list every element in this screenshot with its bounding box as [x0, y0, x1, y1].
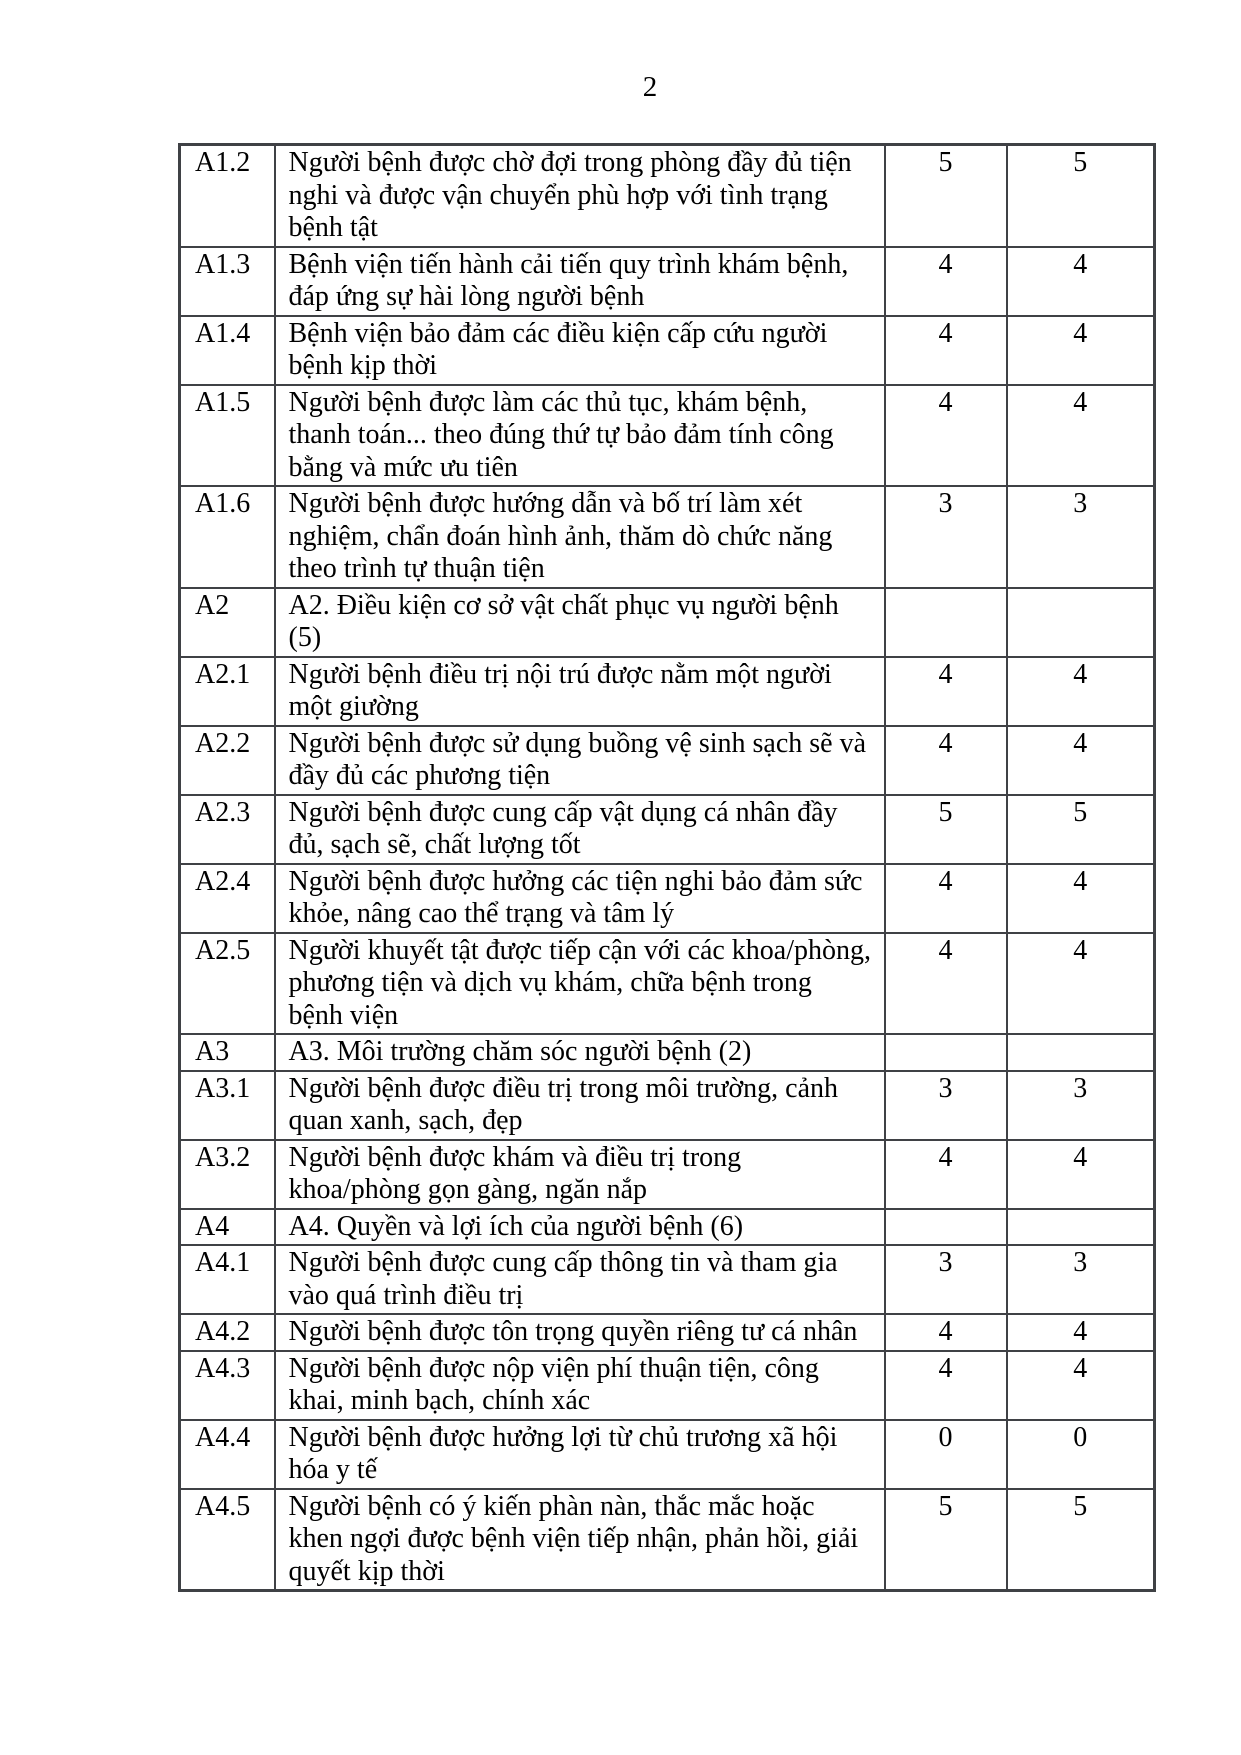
- table-row: [180, 1245, 1155, 1314]
- criterion-code-cell: A2.4: [180, 864, 275, 933]
- score-cell-1: 5: [885, 795, 1007, 864]
- criterion-code-cell: A1.3: [180, 247, 275, 316]
- criterion-code-cell: A4.3: [180, 1351, 275, 1420]
- table-row: [180, 864, 1155, 933]
- criterion-text-cell: Bệnh viện tiến hành cải tiến quy trình khám bệnh, đáp ứng sự hài lòng người bệnh: [275, 247, 885, 316]
- score-cell-2: 3: [1007, 1245, 1155, 1314]
- criterion-text-cell: Người bệnh được làm các thủ tục, khám bệnh, thanh toán... theo đúng thứ tự bảo đảm tính công bằng và mức ưu tiên: [275, 385, 885, 487]
- criterion-text-cell: Người bệnh được chờ đợi trong phòng đầy đủ tiện nghi và được vận chuyển phù hợp với tình trạng bệnh tật: [275, 145, 885, 247]
- score-cell-2: 5: [1007, 795, 1155, 864]
- criterion-text-cell: Người khuyết tật được tiếp cận với các khoa/phòng, phương tiện và dịch vụ khám, chữa bệnh trong bệnh viện: [275, 933, 885, 1035]
- score-cell-1: [885, 1034, 1007, 1071]
- score-cell-1: 0: [885, 1420, 1007, 1489]
- table-row: [180, 1351, 1155, 1420]
- criterion-text-cell: Người bệnh được khám và điều trị trong khoa/phòng gọn gàng, ngăn nắp: [275, 1140, 885, 1209]
- criterion-code-cell: A2.2: [180, 726, 275, 795]
- criteria-table: [178, 143, 1156, 1592]
- table-row: [180, 588, 1155, 657]
- table-row: [180, 726, 1155, 795]
- score-cell-1: 4: [885, 726, 1007, 795]
- table-row: [180, 486, 1155, 588]
- score-cell-1: 4: [885, 864, 1007, 933]
- score-cell-2: 5: [1007, 145, 1155, 247]
- score-cell-1: 4: [885, 1314, 1007, 1351]
- criterion-text-cell: A4. Quyền và lợi ích của người bệnh (6): [275, 1209, 885, 1246]
- score-cell-2: 4: [1007, 1314, 1155, 1351]
- criterion-text-cell: Người bệnh được hưởng lợi từ chủ trương xã hội hóa y tế: [275, 1420, 885, 1489]
- score-cell-1: 3: [885, 486, 1007, 588]
- criterion-text-cell: A2. Điều kiện cơ sở vật chất phục vụ người bệnh (5): [275, 588, 885, 657]
- table-row: [180, 145, 1155, 247]
- criterion-code-cell: A1.5: [180, 385, 275, 487]
- score-cell-1: 5: [885, 1489, 1007, 1591]
- criteria-table-body: [180, 145, 1155, 1591]
- criterion-text-cell: Người bệnh được điều trị trong môi trường, cảnh quan xanh, sạch, đẹp: [275, 1071, 885, 1140]
- score-cell-1: 5: [885, 145, 1007, 247]
- score-cell-1: 4: [885, 385, 1007, 487]
- table-row: [180, 1034, 1155, 1071]
- score-cell-1: [885, 588, 1007, 657]
- score-cell-1: 3: [885, 1071, 1007, 1140]
- score-cell-2: 3: [1007, 486, 1155, 588]
- table-row: [180, 247, 1155, 316]
- criterion-text-cell: Người bệnh được cung cấp vật dụng cá nhân đầy đủ, sạch sẽ, chất lượng tốt: [275, 795, 885, 864]
- score-cell-2: 5: [1007, 1489, 1155, 1591]
- criterion-code-cell: A4.5: [180, 1489, 275, 1591]
- criterion-text-cell: Bệnh viện bảo đảm các điều kiện cấp cứu người bệnh kịp thời: [275, 316, 885, 385]
- table-row: [180, 316, 1155, 385]
- criterion-code-cell: A3.2: [180, 1140, 275, 1209]
- criterion-text-cell: Người bệnh được tôn trọng quyền riêng tư cá nhân: [275, 1314, 885, 1351]
- score-cell-2: 4: [1007, 247, 1155, 316]
- criterion-code-cell: A2.1: [180, 657, 275, 726]
- score-cell-1: 4: [885, 1140, 1007, 1209]
- score-cell-1: 4: [885, 1351, 1007, 1420]
- score-cell-2: [1007, 588, 1155, 657]
- score-cell-2: 4: [1007, 864, 1155, 933]
- table-row: [180, 1489, 1155, 1591]
- score-cell-2: 0: [1007, 1420, 1155, 1489]
- score-cell-2: 4: [1007, 726, 1155, 795]
- criterion-code-cell: A4.4: [180, 1420, 275, 1489]
- criterion-text-cell: Người bệnh được hướng dẫn và bố trí làm xét nghiệm, chẩn đoán hình ảnh, thăm dò chức năng theo trình tự thuận tiện: [275, 486, 885, 588]
- score-cell-2: 4: [1007, 1351, 1155, 1420]
- score-cell-2: 4: [1007, 1140, 1155, 1209]
- criterion-code-cell: A2: [180, 588, 275, 657]
- table-row: [180, 1071, 1155, 1140]
- table-row: [180, 1420, 1155, 1489]
- table-row: [180, 385, 1155, 487]
- criterion-text-cell: Người bệnh được hưởng các tiện nghi bảo đảm sức khỏe, nâng cao thể trạng và tâm lý: [275, 864, 885, 933]
- criterion-code-cell: A1.6: [180, 486, 275, 588]
- score-cell-1: 3: [885, 1245, 1007, 1314]
- score-cell-2: 4: [1007, 385, 1155, 487]
- table-row: [180, 795, 1155, 864]
- score-cell-2: 3: [1007, 1071, 1155, 1140]
- score-cell-2: [1007, 1209, 1155, 1246]
- score-cell-1: 4: [885, 316, 1007, 385]
- criterion-text-cell: Người bệnh được nộp viện phí thuận tiện, công khai, minh bạch, chính xác: [275, 1351, 885, 1420]
- criterion-text-cell: A3. Môi trường chăm sóc người bệnh (2): [275, 1034, 885, 1071]
- table-row: [180, 1209, 1155, 1246]
- criterion-text-cell: Người bệnh điều trị nội trú được nằm một người một giường: [275, 657, 885, 726]
- score-cell-2: 4: [1007, 657, 1155, 726]
- criterion-code-cell: A4: [180, 1209, 275, 1246]
- criterion-code-cell: A4.1: [180, 1245, 275, 1314]
- criterion-code-cell: A4.2: [180, 1314, 275, 1351]
- criterion-text-cell: Người bệnh được sử dụng buồng vệ sinh sạch sẽ và đầy đủ các phương tiện: [275, 726, 885, 795]
- criterion-text-cell: Người bệnh có ý kiến phàn nàn, thắc mắc hoặc khen ngợi được bệnh viện tiếp nhận, phản hồi, giải quyết kịp thời: [275, 1489, 885, 1591]
- score-cell-2: 4: [1007, 316, 1155, 385]
- score-cell-2: 4: [1007, 933, 1155, 1035]
- criterion-code-cell: A3: [180, 1034, 275, 1071]
- criterion-code-cell: A1.4: [180, 316, 275, 385]
- table-row: [180, 1314, 1155, 1351]
- page-number: 2: [642, 71, 658, 103]
- criterion-code-cell: A2.5: [180, 933, 275, 1035]
- score-cell-1: 4: [885, 247, 1007, 316]
- score-cell-1: [885, 1209, 1007, 1246]
- table-row: [180, 933, 1155, 1035]
- score-cell-2: [1007, 1034, 1155, 1071]
- criterion-code-cell: A2.3: [180, 795, 275, 864]
- score-cell-1: 4: [885, 933, 1007, 1035]
- table-row: [180, 657, 1155, 726]
- score-cell-1: 4: [885, 657, 1007, 726]
- criterion-code-cell: A3.1: [180, 1071, 275, 1140]
- table-row: [180, 1140, 1155, 1209]
- criterion-code-cell: A1.2: [180, 145, 275, 247]
- criterion-text-cell: Người bệnh được cung cấp thông tin và tham gia vào quá trình điều trị: [275, 1245, 885, 1314]
